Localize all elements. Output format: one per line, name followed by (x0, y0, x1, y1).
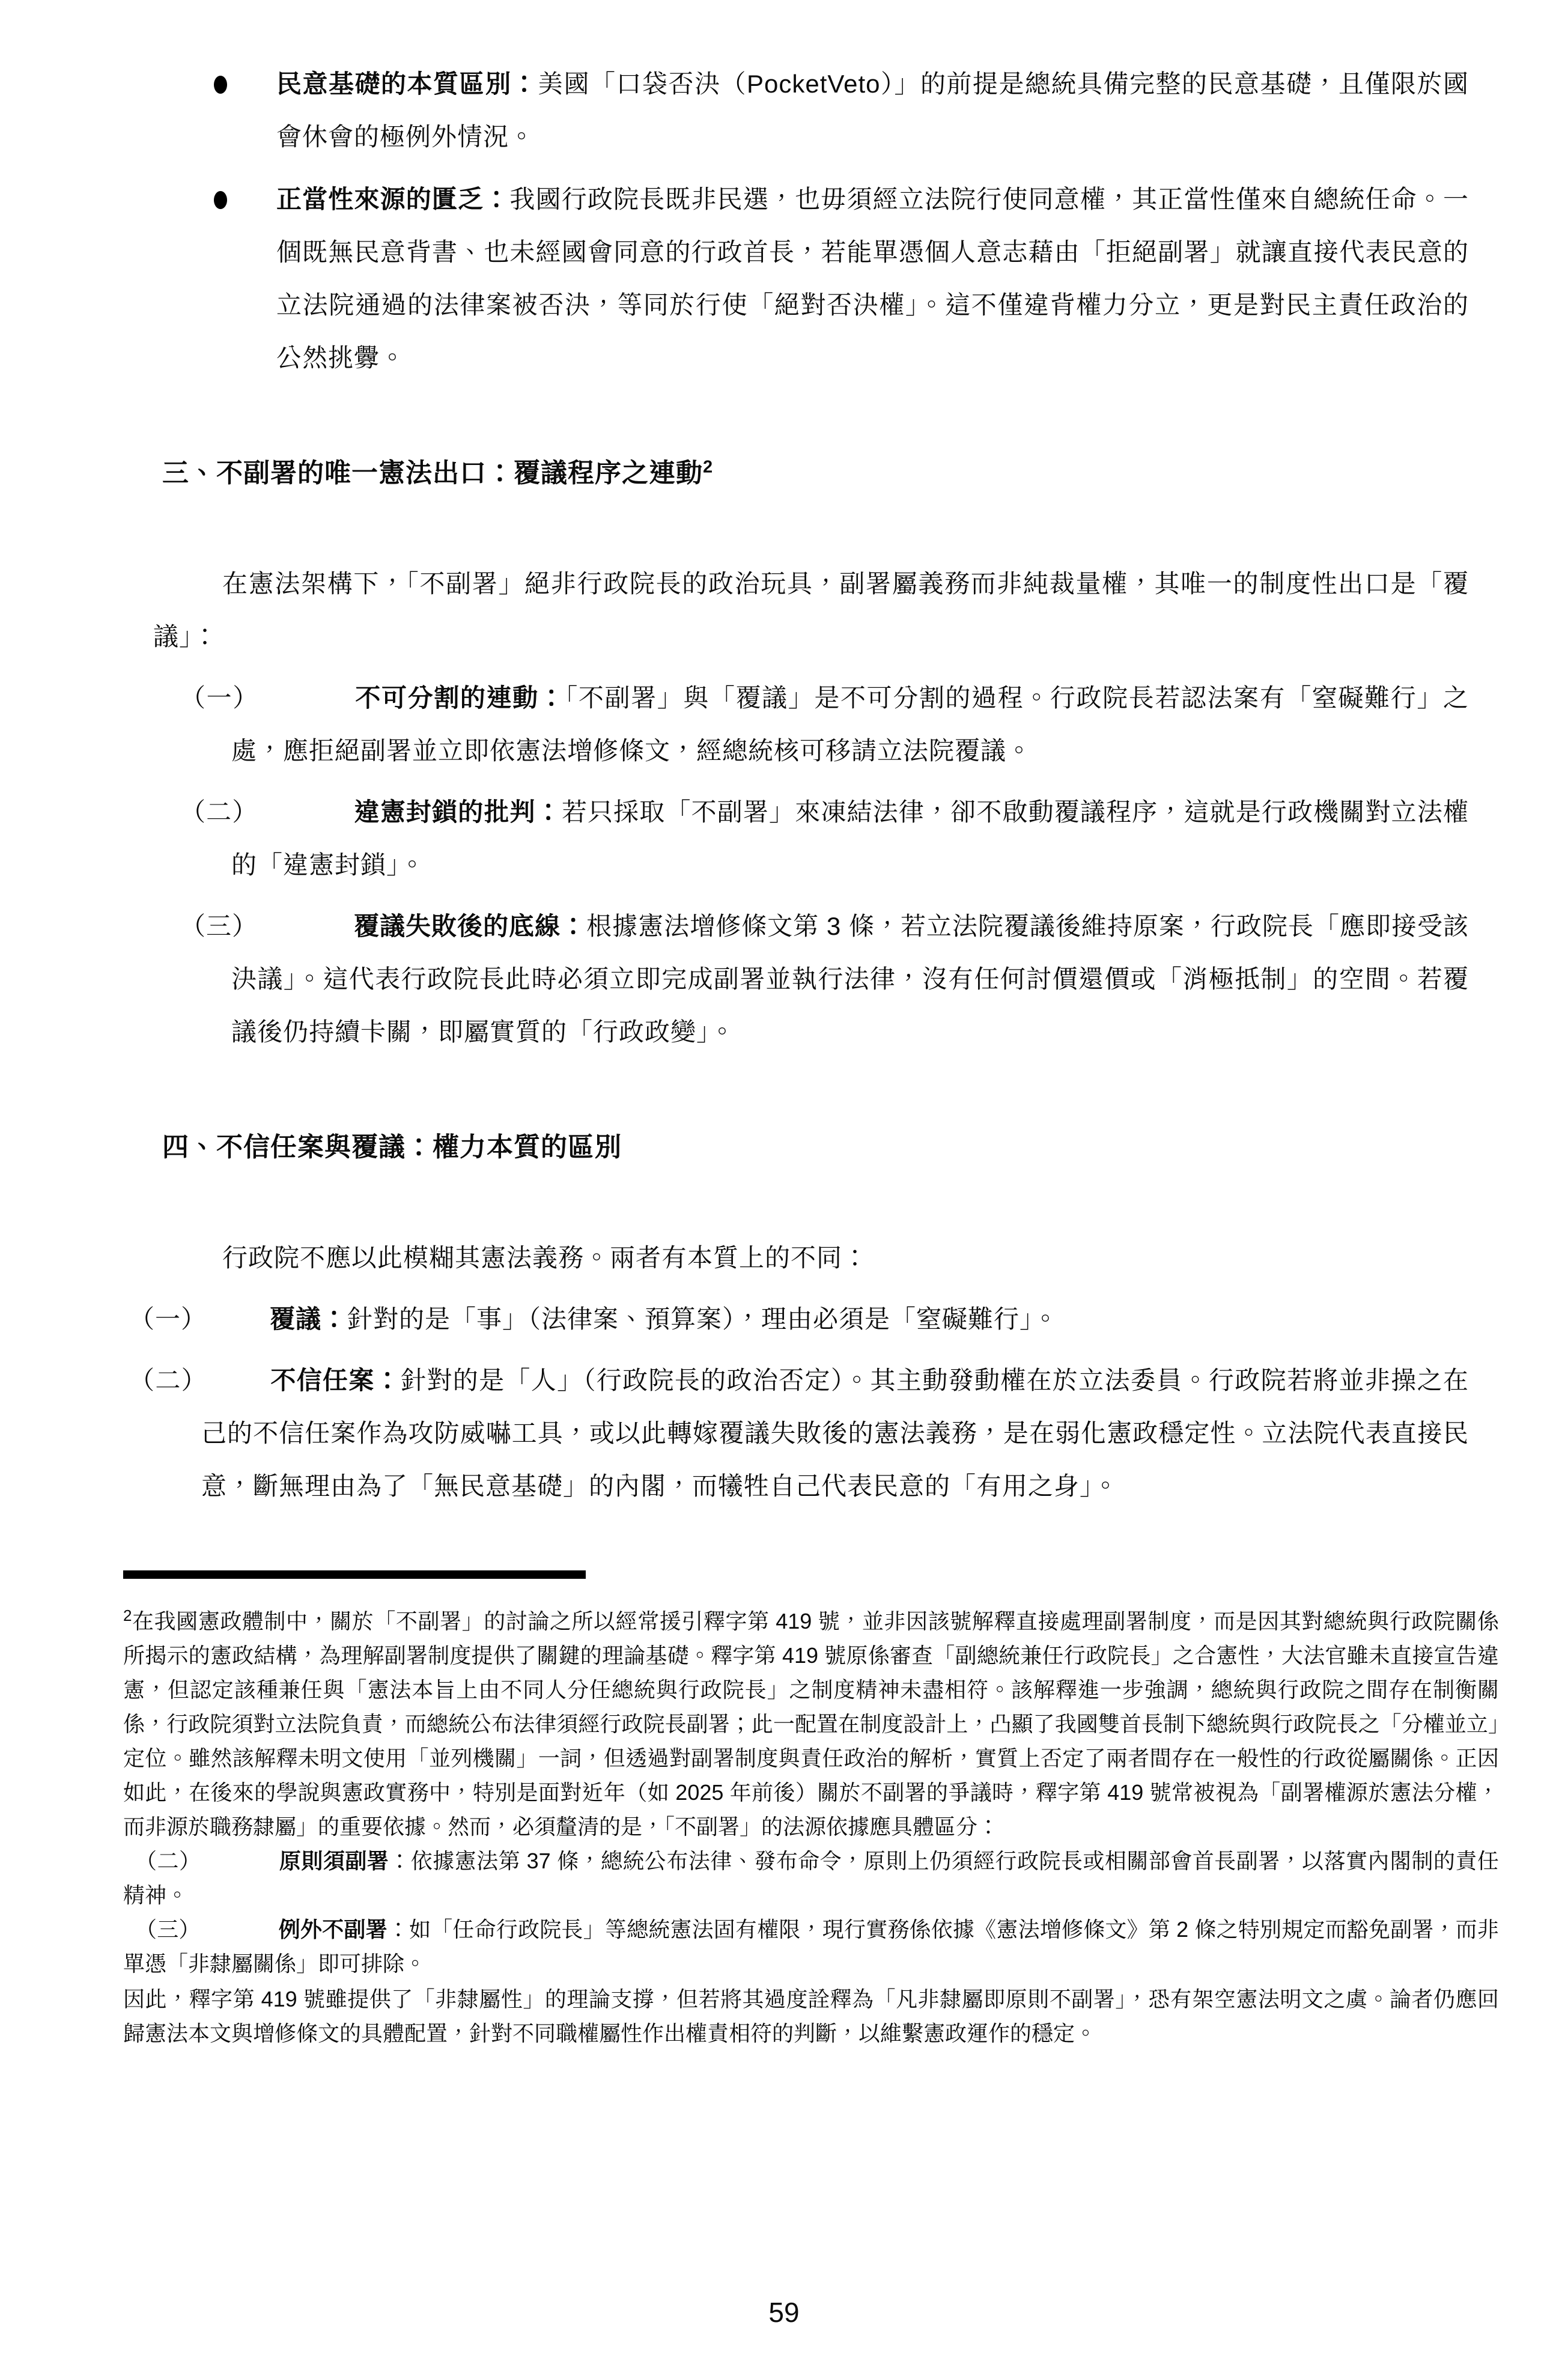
section4-intro: 行政院不應以此模糊其憲法義務。兩者有本質上的不同： (222, 1244, 869, 1272)
footnote-divider (123, 1570, 586, 1579)
bullet-text: 美國「口袋否決（PocketVeto）」的前提是總統具備完整的民意基礎，且僅限於國會休會的極例外情況。 (276, 70, 1469, 151)
item-text: 「不副署」與「覆議」是不可分割的過程。行政院長若認法案有「窒礙難行」之處，應拒絕副署並立即依憲法增修條文，經總統核可移請立法院覆議。 (231, 684, 1469, 765)
item-text: 針對的是「事」（法律案、預算案），理由必須是「窒礙難行」。 (347, 1305, 1059, 1333)
section3-heading-text: 三、不副署的唯一憲法出口：覆議程序之連動 (162, 458, 703, 488)
bullet-label: 正當性來源的匱乏： (276, 185, 510, 213)
footnote (123, 1604, 1499, 2050)
item-text: ：如「任命行政院長」等總統憲法固有權限，現行實務係依據《憲法增修條文》第 2 條之特別規定而豁免副署，而非單憑「非隸屬關係」即可排除。 (123, 1917, 1499, 1976)
section4-item-2 (129, 1354, 1469, 1513)
bullet-icon (214, 76, 227, 94)
footnote-paragraph-2: 因此，釋字第 419 號雖提供了「非隸屬性」的理論支撐，但若將其過度詮釋為「凡非隸屬即原則不副署」，恐有架空憲法明文之虞。論者仍應回歸憲法本文與增修條文的具體配置，針對不同職權屬性作出權責相符的判斷，以維繫憲政運作的穩定。 (123, 1987, 1499, 2046)
footnote-paragraph-1 (123, 1604, 1499, 1844)
section3-heading (162, 447, 1469, 500)
item-label: 不可分割的連動： (354, 684, 565, 712)
bullet-label: 民意基礎的本質區別： (276, 70, 538, 98)
item-label: 原則須副署 (279, 1849, 389, 1873)
page-number: 59 (768, 2297, 800, 2328)
item-text: 針對的是「人」（行政院長的政治否定）。其主動發動權在於立法委員。行政院若將並非操之在己的不信任案作為攻防威嚇工具，或以此轉嫁覆議失敗後的憲法義務，是在弱化憲政穩定性。立法院代表直接民意，斷無理由為了「無民意基礎」的內閣，而犧牲自己代表民意的「有用之身」。 (201, 1366, 1469, 1500)
item-label: 覆議： (270, 1305, 348, 1333)
item-text: ：依據憲法第 37 條，總統公布法律、發布命令，原則上仍須經行政院長或相關部會首長副署，以落實內閣制的責任精神。 (123, 1849, 1499, 1907)
section3-intro: 在憲法架構下，「不副署」絕非行政院長的政治玩具，副署屬義務而非純裁量權，其唯一的制度性出口是「覆議」： (153, 570, 1469, 651)
item-label: 覆議失敗後的底線： (354, 912, 587, 940)
item-label: 不信任案： (270, 1366, 401, 1394)
section3-item-3 (180, 900, 1469, 1059)
bullet-list (153, 58, 1469, 384)
item-text: 若只採取「不副署」來凍結法律，卻不啟動覆議程序，這就是行政機關對立法權的「違憲封鎖」。 (231, 798, 1469, 879)
section4-heading: 四、不信任案與覆議：權力本質的區別 (162, 1132, 622, 1162)
item-number: （三） (135, 1917, 201, 1942)
footnote-item-2 (123, 1912, 1499, 1981)
footnote-marker: 2 (123, 1606, 132, 1624)
item-number: （一） (180, 684, 259, 712)
bullet-item-public-mandate (276, 58, 1469, 163)
bullet-text: 我國行政院長既非民選，也毋須經立法院行使同意權，其正當性僅來自總統任命。一個既無民意背書、也未經國會同意的行政首長，若能單憑個人意志藉由「拒絕副署」就讓直接代表民意的立法院通過的法律案被否決，等同於行使「絕對否決權」。這不僅違背權力分立，更是對民主責任政治的公然挑釁。 (276, 185, 1469, 372)
bullet-icon (214, 191, 227, 209)
section3-item-1 (180, 672, 1469, 777)
footnote-text: 在我國憲政體制中，關於「不副署」的討論之所以經常援引釋字第 419 號，並非因該號解釋直接處理副署制度，而是因其對總統與行政院關係所揭示的憲政結構，為理解副署制度提供了關鍵的理論基礎。釋字第 419 號原係審查「副總統兼任行政院長」之合憲性，大法官雖未直接宣告違憲，但認定該種兼任與「憲法本旨上由不同人分任總統與行政院長」之制度精神未盡相符。該解釋進一步強調，總統與行政院之間存在制衡關係，行政院須對立法院負責，而總統公布法律須經行政院長副署；此一配置在制度設計上，凸顯了我國雙首長制下總統與行政院長之「分權並立」定位。雖然該解釋未明文使用「並列機關」一詞，但透過對副署制度與責任政治的解析，實質上否定了兩者間存在一般性的行政從屬關係。正因如此，在後來的學說與憲政實務中，特別是面對近年（如 2025 年前後）關於不副署的爭議時，釋字第 419 號常被視為「副署權源於憲法分權，而非源於職務隸屬」的重要依據。然而，必須釐清的是，「不副署」的法源依據應具體區分： (123, 1609, 1499, 1839)
bullet-item-legitimacy (276, 173, 1469, 384)
section3-item-2 (180, 786, 1469, 892)
section4-item-1 (129, 1293, 1469, 1346)
item-number: （二） (180, 798, 258, 826)
item-label: 違憲封鎖的批判： (354, 798, 562, 826)
item-number: （二） (135, 1849, 201, 1873)
footnote-item-1 (123, 1844, 1499, 1912)
item-text: 根據憲法增修條文第 3 條，若立法院覆議後維持原案，行政院長「應即接受該決議」。這代表行政院長此時必須立即完成副署並執行法律，沒有任何討價還價或「消極抵制」的空間。若覆議後仍持續卡關，即屬實質的「行政政變」。 (231, 912, 1469, 1046)
item-number: （三） (180, 912, 258, 940)
footnote-ref-superscript: 2 (703, 457, 714, 477)
item-number: （二） (129, 1366, 208, 1394)
item-number: （一） (129, 1305, 207, 1333)
item-label: 例外不副署 (278, 1917, 387, 1942)
